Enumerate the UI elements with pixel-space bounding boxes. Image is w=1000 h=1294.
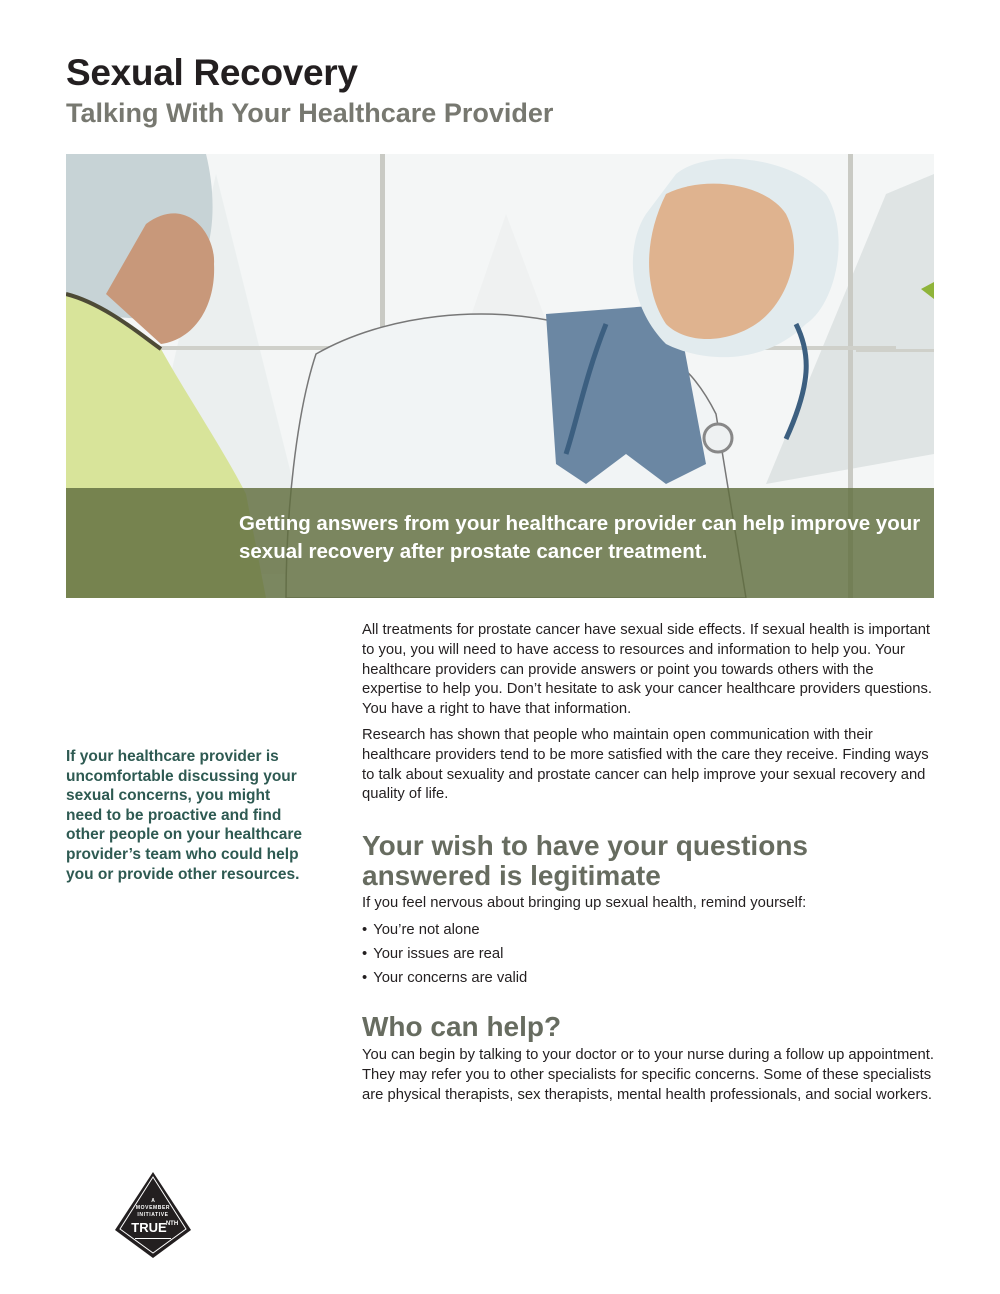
sidebar-callout: If your healthcare provider is uncomfortable discussing your sexual concerns, you might need to be proactive and find other people on your healthcare provider’s team who could help you or provide other resources. <box>66 748 302 883</box>
page-title: Sexual Recovery <box>66 52 358 93</box>
hero-caption: Getting answers from your healthcare provider can help improve your sexual recovery after prostate cancer treatment. <box>239 512 921 563</box>
list-item: • Your issues are real <box>362 942 937 966</box>
truenth-logo <box>113 1170 193 1260</box>
section-heading-who-can-help: Who can help? <box>362 1010 562 1042</box>
logo-line2: MOVEMBER <box>135 1205 171 1211</box>
logo-brand-super: NTH <box>165 1221 179 1227</box>
logo-line3: INITIATIVE <box>137 1212 169 1218</box>
section-heading-questions: Your wish to have your questions answered is legitimate <box>362 830 808 892</box>
research-paragraph: Research has shown that people who maintain open communication with their healthcare providers tend to be more satisfied with the care they receive. Finding ways to talk about sexuality and prostate cancer can help improve your sexual recovery and quality of life. <box>362 726 929 803</box>
list-item: • Your concerns are valid <box>362 966 937 990</box>
truenth-diamond-icon <box>113 1170 193 1260</box>
who-can-help-paragraph: You can begin by talking to your doctor or to your nurse during a follow up appointment. They may refer you to other specialists for specific concerns. Some of these specialists are physical therapists, sex therapists, mental health professionals, and social workers. <box>362 1046 934 1103</box>
logo-brand: TRUE <box>131 1220 167 1235</box>
logo-line1: A <box>151 1198 155 1204</box>
main-content <box>362 621 937 1111</box>
intro-paragraph: All treatments for prostate cancer have sexual side effects. If sexual health is important to you, you will need to have access to resources and information to help you. Your healthcare providers can provide answers or point you towards others with the expertise to help you. Don’t hesitate to ask your cancer healthcare providers questions. You have a right to have that information. <box>362 622 932 718</box>
hero-illustration <box>66 154 934 598</box>
reminder-list <box>362 918 937 990</box>
page-subtitle: Talking With Your Healthcare Provider <box>66 98 554 128</box>
section-intro: If you feel nervous about bringing up sexual health, remind yourself: <box>362 895 807 912</box>
list-item: • You’re not alone <box>362 918 937 942</box>
